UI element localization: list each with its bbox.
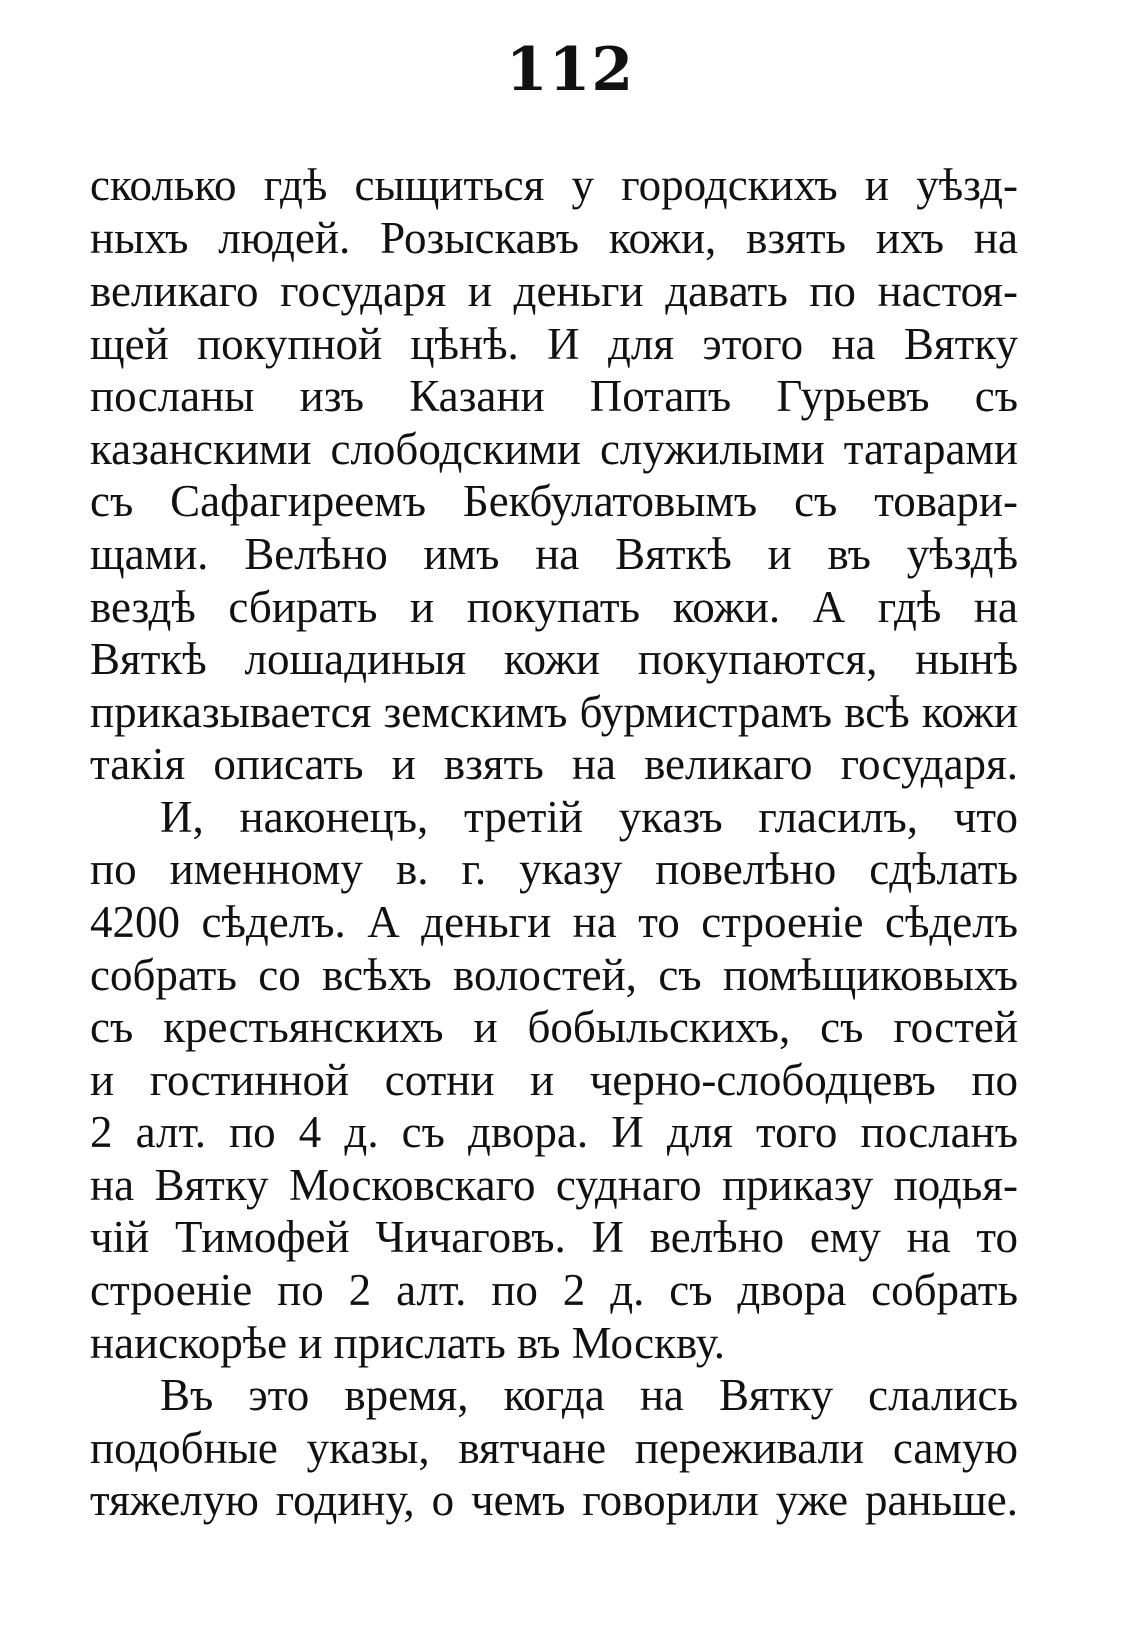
text-line: и гостинной сотни и черно-слободцевъ по [90,1055,1018,1105]
text-line: щей покупной цѣнѣ. И для этого на Вятку [90,319,1018,369]
page-number: 112 [505,35,635,105]
text-line: на Вятку Московскаго суднаго приказу подья- [90,1160,1018,1210]
text-line: собрать со всѣхъ волостей, съ помѣщиковыхъ [90,950,1018,1000]
text-line: такія описать и взять на великаго государя. [90,739,1018,789]
text-line: 2 алт. по 4 д. съ двора. И для того посланъ [90,1107,1018,1157]
text-line: подобные указы, вятчане переживали самую [90,1423,1018,1473]
text-line: великаго государя и деньги давать по настоя- [90,266,1018,316]
text-line: казанскими слободскими служилыми татарами [90,424,1018,474]
text-line: строеніе по 2 алт. по 2 д. съ двора собрать [90,1265,1018,1315]
paragraph-start-line: Въ это время, когда на Вятку слались [160,1370,1018,1420]
text-line: посланы изъ Казани Потапъ Гурьевъ съ [90,371,1018,421]
text-line: тяжелую годину, о чемъ говорили уже раньше. [90,1475,1018,1525]
text-line: сколько гдѣ сыщиться у городскихъ и уѣзд- [90,160,1018,210]
paragraph-start-line: И, наконецъ, третій указъ гласилъ, что [160,792,1018,842]
text-line: Вяткѣ лошадиныя кожи покупаются, нынѣ [90,634,1018,684]
text-line: съ крестьянскихъ и бобыльскихъ, съ гостей [90,1002,1018,1052]
text-line: 4200 сѣделъ. А деньги на то строеніе сѣделъ [90,897,1018,947]
text-line: по именному в. г. указу повелѣно сдѣлать [90,844,1018,894]
text-line: щами. Велѣно имъ на Вяткѣ и въ уѣздѣ [90,529,1018,579]
text-line: приказывается земскимъ бурмистрамъ всѣ кожи [90,687,1018,737]
paragraph-end-line: наискорѣе и прислать въ Москву. [90,1318,725,1368]
text-line: чій Тимофей Чичаговъ. И велѣно ему на то [90,1212,1018,1262]
text-line: вездѣ сбирать и покупать кожи. А гдѣ на [90,582,1018,632]
text-line: съ Сафагиреемъ Бекбулатовымъ съ товари- [90,476,1018,526]
text-line: ныхъ людей. Розыскавъ кожи, взять ихъ на [90,213,1018,263]
